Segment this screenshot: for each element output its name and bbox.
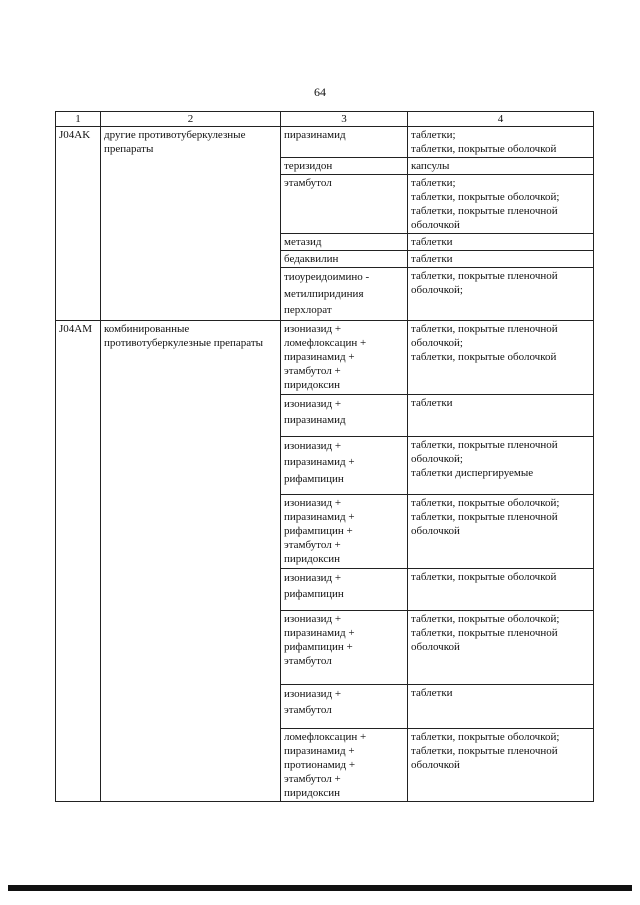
dosage-form-cell: таблетки, покрытые пленочной оболочкой; <box>408 268 594 321</box>
substance-cell: ломефлоксацин + пиразинамид + протионамид + этамбутол + пиридоксин <box>281 728 408 801</box>
dosage-form-cell: таблетки <box>408 251 594 268</box>
substance-cell: пиразинамид <box>281 127 408 158</box>
substance-cell: изониазид + этамбутол <box>281 684 408 728</box>
substance-cell: изониазид + пиразинамид + рифампицин <box>281 436 408 494</box>
dosage-form-cell: таблетки; таблетки, покрытые оболочкой <box>408 127 594 158</box>
substance-cell: тиоуреидоимино - метилпиридиния перхлорат <box>281 268 408 321</box>
dosage-form-cell: таблетки, покрытые оболочкой <box>408 568 594 610</box>
dosage-form-cell: таблетки, покрытые пленочной оболочкой; таблетки, покрытые оболочкой <box>408 320 594 394</box>
dosage-form-cell: капсулы <box>408 158 594 175</box>
dosage-form-cell: таблетки, покрытые пленочной оболочкой; таблетки диспергируемые <box>408 436 594 494</box>
atc-code: J04AM <box>56 320 101 801</box>
header-col-3: 3 <box>281 112 408 127</box>
dosage-form-cell: таблетки; таблетки, покрытые оболочкой; таблетки, покрытые пленочной оболочкой <box>408 175 594 234</box>
dosage-form-cell: таблетки <box>408 684 594 728</box>
substance-cell: изониазид + пиразинамид <box>281 394 408 436</box>
substance-cell: бедаквилин <box>281 251 408 268</box>
table-row <box>56 320 594 394</box>
substance-cell: теризидон <box>281 158 408 175</box>
substance-cell: изониазид + ломефлоксацин + пиразинамид + этамбутол + пиридоксин <box>281 320 408 394</box>
dosage-form-cell: таблетки <box>408 394 594 436</box>
dosage-form-cell: таблетки, покрытые оболочкой; таблетки, покрытые пленочной оболочкой <box>408 494 594 568</box>
dosage-form-cell: таблетки, покрытые оболочкой; таблетки, покрытые пленочной оболочкой <box>408 728 594 801</box>
footer-divider <box>8 885 632 891</box>
header-col-1: 1 <box>56 112 101 127</box>
medicines-table <box>55 111 594 802</box>
group-name: другие противотуберкулезные препараты <box>101 127 281 321</box>
substance-cell: метазид <box>281 234 408 251</box>
atc-code: J04AK <box>56 127 101 321</box>
dosage-form-cell: таблетки, покрытые оболочкой; таблетки, покрытые пленочной оболочкой <box>408 610 594 684</box>
header-row <box>56 112 594 127</box>
header-col-2: 2 <box>101 112 281 127</box>
table-row <box>56 127 594 158</box>
header-col-4: 4 <box>408 112 594 127</box>
substance-cell: изониазид + рифампицин <box>281 568 408 610</box>
dosage-form-cell: таблетки <box>408 234 594 251</box>
group-name: комбинированные противотуберкулезные препараты <box>101 320 281 801</box>
page-number: 64 <box>314 85 326 99</box>
substance-cell: изониазид + пиразинамид + рифампицин + этамбутол <box>281 610 408 684</box>
substance-cell: этамбутол <box>281 175 408 234</box>
substance-cell: изониазид + пиразинамид + рифампицин + этамбутол + пиридоксин <box>281 494 408 568</box>
